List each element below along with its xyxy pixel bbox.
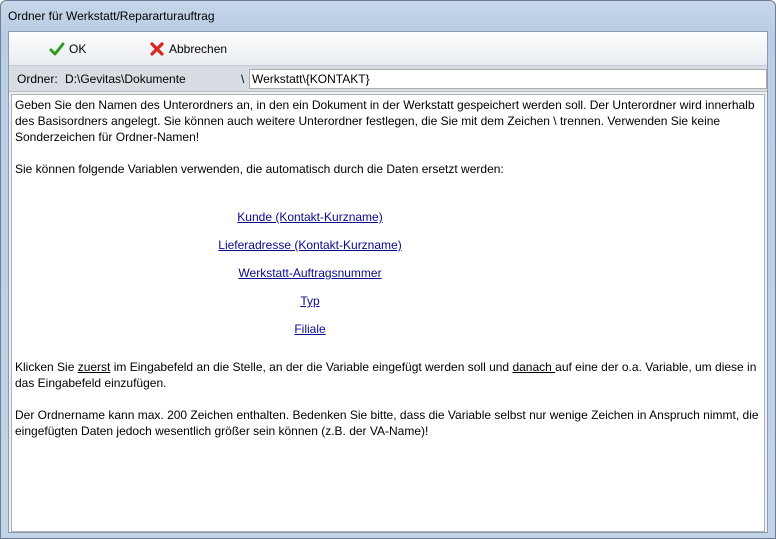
ok-button[interactable] (49, 38, 86, 60)
help-paragraph-instructions (15, 359, 761, 391)
folder-bar (9, 66, 767, 92)
instruction-text-part: auf eine der o.a. Variable, um diese in das Eingabefeld einzufügen. (15, 360, 757, 390)
instruction-text-part: Klicken Sie (15, 360, 78, 374)
variable-link-typ[interactable]: Typ (300, 294, 320, 308)
variable-link-auftragsnummer[interactable]: Werkstatt-Auftragsnummer (238, 266, 382, 280)
checkmark-icon (49, 41, 65, 57)
folder-label: Ordner: (17, 72, 58, 86)
help-paragraph-limit: Der Ordnername kann max. 200 Zeichen enthalten. Bedenken Sie bitte, dass die Variable selbst nur wenige Zeichen in Anspruch nimmt, die eingefügten Daten jedoch wesentlich größer sein können (z.B. der VA-Name)! (15, 408, 759, 438)
cancel-button[interactable] (149, 38, 227, 60)
close-icon (149, 41, 165, 57)
help-panel (11, 94, 765, 532)
dialog-client (8, 31, 768, 533)
folder-base-path: D:\Gevitas\Dokumente (65, 72, 186, 86)
instruction-then-emphasis: danach (512, 360, 556, 374)
instruction-first-emphasis: zuerst (77, 360, 111, 374)
help-paragraph-variables: Sie können folgende Variablen verwenden, die automatisch durch die Daten ersetzt werden: (15, 162, 504, 176)
instruction-text-part: im Eingabefeld an die Stelle, an der die Variable eingefügt werden soll und (110, 360, 513, 374)
folder-separator: \ (241, 72, 245, 86)
ok-button-label: OK (69, 42, 87, 56)
help-paragraph-intro: Geben Sie den Namen des Unterordners an, in den ein Dokument in der Werkstatt gespeichert werden soll. Der Unterordner wird innerhalb des Basisordners angelegt. Sie können auch weitere Unterordner festlegen, die Sie mit dem Zeichen \ trennen. Verwenden Sie keine Sonderzeichen für Ordner-Namen! (15, 98, 755, 144)
variable-list (15, 209, 605, 349)
variable-link-kunde[interactable]: Kunde (Kontakt-Kurzname) (237, 210, 383, 224)
subfolder-input[interactable] (249, 69, 767, 89)
cancel-button-label: Abbrechen (169, 42, 228, 56)
toolbar (9, 32, 767, 66)
variable-link-lieferadresse[interactable]: Lieferadresse (Kontakt-Kurzname) (218, 238, 402, 252)
variable-link-filiale[interactable]: Filiale (294, 322, 326, 336)
window-title: Ordner für Werkstatt/Repararturauftrag (8, 9, 215, 23)
